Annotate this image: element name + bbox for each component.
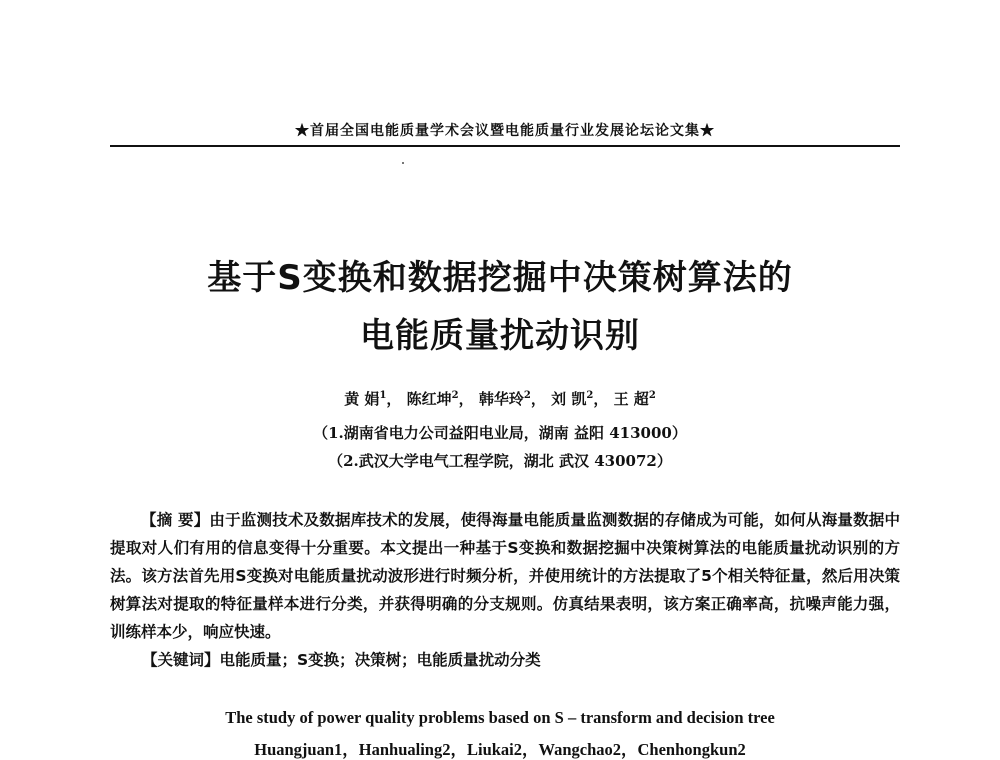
author-name: 黄 娟 — [344, 390, 380, 408]
abstract-text: 由于监测技术及数据库技术的发展，使得海量电能质量监测数据的存储成为可能，如何从海量数据中提取对人们有用的信息变得十分重要。本文提出一种基于S变换和数据挖掘中决策树算法的电能质量扰动识别的方法。该方法首先用S变换对电能质量扰动波形进行时频分析，并使用统计的方法提取了5个相关特征量，然后用决策树算法对提取的特征量样本进行分类，并获得明确的分支规则。仿真结果表明，该方案正确率高，抗噪声能力强，训练样本少，响应快速。 — [110, 511, 900, 641]
keywords — [142, 648, 541, 670]
scan-speck — [402, 162, 404, 164]
author-name: 韩华玲 — [478, 390, 524, 408]
author — [344, 390, 401, 408]
author-separator: ， — [386, 390, 402, 408]
english-authors: Huangjuan1，Hanhualing2，Liukai2，Wangchao2，Chenhongkun2 — [254, 740, 746, 759]
author-name: 刘 凯 — [551, 390, 587, 408]
author-separator: ， — [593, 390, 609, 408]
author-separator: ， — [458, 390, 474, 408]
author-list — [100, 388, 900, 409]
paper-title-line-2: 电能质量扰动识别 — [360, 316, 640, 356]
author — [407, 390, 474, 408]
author-affiliation-mark: 2 — [648, 390, 656, 401]
abstract-label: 【摘 要】 — [141, 511, 210, 529]
author — [551, 390, 608, 408]
author-separator: ， — [530, 390, 546, 408]
author-name: 陈红坤 — [406, 390, 452, 408]
abstract — [110, 506, 900, 646]
paper-title-line-1: 基于S变换和数据挖掘中决策树算法的 — [207, 258, 793, 298]
author-affiliation-mark: 1 — [379, 390, 387, 401]
keywords-text: 电能质量；S变换；决策树；电能质量扰动分类 — [219, 651, 541, 669]
keywords-label: 【关键词】 — [142, 651, 220, 669]
affiliation-1: （1.湖南省电力公司益阳电业局，湖南 益阳 413000） — [313, 424, 687, 442]
author — [614, 390, 656, 408]
author-affiliation-mark: 2 — [523, 390, 531, 401]
author — [479, 390, 546, 408]
english-title: The study of power quality problems based on S – transform and decision tree — [225, 708, 775, 727]
affiliation-2: （2.武汉大学电气工程学院，湖北 武汉 430072） — [328, 452, 672, 470]
author-affiliation-mark: 2 — [586, 390, 594, 401]
author-affiliation-mark: 2 — [451, 390, 459, 401]
running-header: ★首届全国电能质量学术会议暨电能质量行业发展论坛论文集★ — [295, 123, 715, 139]
header-rule — [110, 145, 900, 147]
author-name: 王 超 — [613, 390, 649, 408]
